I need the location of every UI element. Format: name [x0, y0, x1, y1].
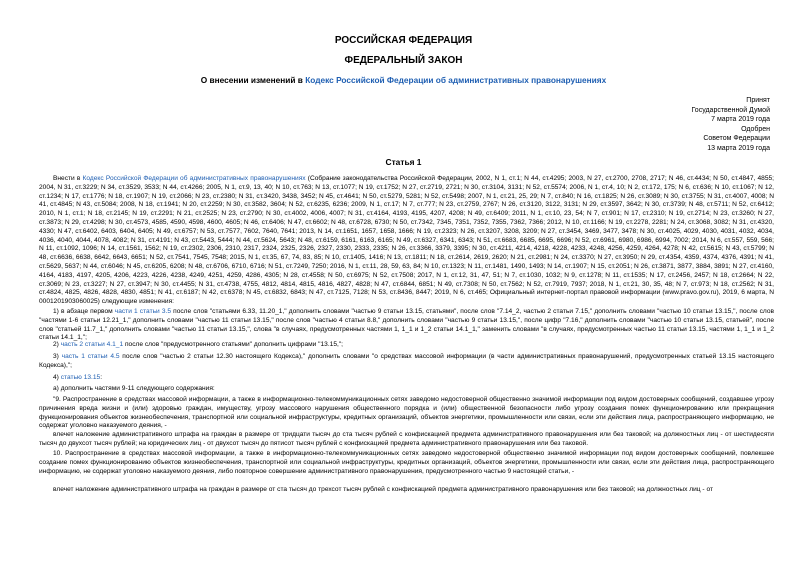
intro-prefix: Внести в: [53, 175, 83, 182]
amendment-2-prefix: 2): [53, 341, 61, 348]
codex-link[interactable]: Кодекс Российской Федерации об административных правонарушениях: [305, 75, 607, 85]
new-part-10-penalty: влечет наложение административного штрафа на граждан в размере от ста тысяч до трехсот тысяч рублей с конфискацией предмета административного правонарушения или без таковой; на должностных лиц - от: [53, 486, 713, 493]
adoption-line: Советом Федерации: [703, 135, 770, 143]
law-title: [0, 75, 807, 85]
new-part-9-penalty: влечет наложение административного штрафа на граждан в размере от тридцати тысяч до ста тысяч рублей с конфискацией предмета административного правонарушения или без таковой; на должностных лиц - от шестидесяти тысяч до двухсот тысяч рублей; на юридических лиц - от двухсот тысяч до пятисот тысяч рублей с конфискацией предмета административного правонарушения или без таковой.: [39, 431, 774, 447]
article-13-15-link[interactable]: статью 13.15: [60, 374, 101, 381]
amendment-4: [39, 374, 774, 383]
country-heading: РОССИЙСКАЯ ФЕДЕРАЦИЯ: [334, 35, 473, 46]
adoption-line: Государственной Думой: [691, 106, 770, 114]
amendment-2: [39, 341, 774, 350]
amendment-1-text: после слов "статьями 6.33, 11.20_1," дополнить словами "частью 9 статьи 13.15, статьями", после слов "7.14_2, частью 2 статьи 7.15," дополнить словами "частью 10 статьи 13.15,", после слов "частями 1-6 статьи 12.21_1," дополнить словами "частью 11 статьи 13.15," после слов "частью 4 статьи 8.8," дополнить словами "частью 9 статьи 13.15,", после цифр "7.16," дополнить словами "частью 10 статьи 13.15, статьей", после слов "статьей 11.7_1," дополнить словами "частью 11 статьи 13.15,", слова "в случаях, предусмотренных частями 1, 1_1 и 1_2 статьи 14.1_1," заменить словами "в случаях, предусмотренных частью 11 статьи 13.15, частями 1, 1_1 и 1_2 статьи 14.1_1,";: [39, 308, 775, 342]
amendment-4-prefix: 4): [53, 374, 61, 381]
adoption-line: Одобрен: [741, 125, 770, 133]
amendment-4-text: :: [100, 374, 103, 381]
article-4-1-1-link[interactable]: часть 2 статьи 4.1_1: [60, 341, 124, 348]
amendment-3-text: после слов "частью 2 статьи 12.30 настоящего Кодекса)," дополнить словами "о средствах массовой информации (в части административных правонарушений, предусмотренных статьей 13.15 настоящего Кодекса),";: [39, 353, 775, 369]
law-type-heading: ФЕДЕРАЛЬНЫЙ ЗАКОН: [344, 55, 463, 66]
amendment-1: [39, 308, 774, 343]
new-part-10: 10. Распространение в средствах массовой информации, а также в информационно-телекоммуникационных сетях заведомо недостоверной общественно значимой информации под видом достоверных сообщений, повлекшее создание помех функционированию объектов жизнеобеспечения, транспортной или социальной инфраструктуры, кредитных организаций, объектов энергетики, промышленности или связи, если эти действия лица, распространяющего информацию, не содержат уголовно наказуемого деяния, либо повторное совершение административного правонарушения, предусмотренного частью 9 настоящей статьи, -: [39, 450, 774, 475]
article-heading: Статья 1: [385, 157, 422, 167]
amendment-2-text: после слов "предусмотренного статьями" дополнить цифрами "13.15,";: [123, 341, 344, 348]
amendment-3-prefix: 3): [53, 353, 62, 360]
adoption-line: Принят: [746, 97, 770, 104]
amendment-4a: а) дополнить частями 9-11 следующего содержания:: [53, 385, 215, 392]
amendment-3: [39, 353, 774, 371]
intro-text: (Собрание законодательства Российской Федерации, 2002, N 1, ст.1; N 44, ст.4295; 2003, N 27, ст.2700, 2708, 2717; N 46, ст.4434; N 50, ст.4847, 4855; 2004, N 31, ст.3229; N 34, ст.3529, 3533; N 44, ст.4266; 2005, N 1, ст.9, 13, 40; N 10, ст.763; N 13, ст.1077; N 19, ст.1752; N 27, ст.2719, 2721; N 30, ст.3104, 3131; N 52, ст.5574; 2006, N 1, ст.4, 10; N 2, ст.172, 175; N 6, ст.636; N 10, ст.1067; N 12, ст.1234; N 17, ст.1776; N 18, ст.1907; N 19, ст.2066; N 23, ст.2380; N 31, ст.3420, 3438, 3452; N 45, ст.4641; N 50, ст.5279, 5281; N 52, ст.5498; 2007, N 1, ст.21, 25, 29; N 7, ст.840; N 16, ст.1825; N 26, ст.3089; N 30, ст.3755; N 31, ст.4007, 4008; N 41, ст.4845; N 43, ст.5084; 2008, N 18, ст.1941; N 20, ст.2259; N 30, ст.3582, 3604; N 52, ст.6235, 6236; 2009, N 1, ст.17; N 7, ст.777; N 23, ст.2759, 2767; N 26, ст.3120, 3122, 3131; N 29, ст.3597, 3642; N 30, ст.3739; N 48, ст.5711; N 52, ст.6412; 2010, N 1, ст.1; N 18, ст.2145; N 19, ст.2291; N 21, ст.2525; N 23, ст.2790; N 30, ст.4002, 4006, 4007; N 31, ст.4164, 4193, 4195, 4207, 4208; N 49, ст.6409; 2011, N 1, ст.10, 23, 54; N 7, ст.901; N 17, ст.2310; N 19, ст.2714; N 23, ст.3260; N 27, ст.3873; N 29, ст.4298; N 30, ст.4573, 4585, 4590, 4598, 4600, 4605; N 46, ст.6406; N 47, ст.6602; N 48, ст.6728, 6730; N 50, ст.7342, 7345, 7351, 7352, 7355, 7362, 7366; 2012, N 10, ст.1166; N 19, ст.2278, 2281; N 24, ст.3068, 3082; N 31, ст.4320, 4330; N 47, ст.6402, 6403, 6404, 6405; N 49, ст.6757; N 53, ст.7577, 7602, 7640, 7641; 2013, N 14, ст.1651, 1657, 1658, 1666; N 19, ст.2323; N 26, ст.3207, 3208, 3209; N 27, ст.3454, 3469, 3477, 3478; N 30, ст.4025, 4029, 4030, 4031, 4032, 4034, 4036, 4040, 4044, 4078, 4082; N 31, ст.4191; N 43, ст.5443, 5444; N 44, ст.5624, 5643; N 48, ст.6159, 6161, 6163, 6165; N 49, ст.6327, 6341, 6343; N 51, ст.6683, 6685, 6695, 6696; N 52, ст.6961, 6980, 6986, 6994, 7002; 2014, N 6, ст.557, 559, 566; N 11, ст.1092, 1096; N 14, ст.1561, 1562; N 19, ст.2302, 2306, 2310, 2317, 2324, 2325, 2326, 2327, 2330, 2333, 2335; N 26, ст.3366, 3379, 3395; N 30, ст.4211, 4214, 4218, 4228, 4233, 4248, 4256, 4259, 4264, 4278; N 42, ст.5615; N 43, ст.5799; N 48, ст.6636, 6638, 6642, 6643, 6651; N 52, ст.7541, 7545, 7548; 2015, N 1, ст.35, 67, 74, 83, 85; N 10, ст.1405, 1416; N 13, ст.1811; N 18, ст.2614, 2619, 2620; N 21, ст.2981; N 24, ст.3370; N 27, ст.3950; N 29, ст.4354, 4359, 4374, 4376, 4391; N 41, ст.5629, 5637; N 44, ст.6046; N 45, ст.6205, 6208; N 48, ст.6706, 6710, 6716; N 51, ст.7249, 7250; 2016, N 1, ст.11, 28, 59, 63, 84; N 10, ст.1323; N 11, ст.1481, 1490, 1493; N 14, ст.1907; N 15, ст.2051; N 26, ст.3871, 3877, 3884, 3891; N 27, ст.4160, 4164, 4183, 4197, 4205, 4206, 4223, 4226, 4238, 4249, 4251, 4259, 4286, 4305; N 28, ст.4558; N 50, ст.6975; N 52, ст.7508; 2017, N 1, ст.12, 31, 47, 51; N 7, ст.1030, 1032; N 9, ст.1278; N 11, ст.1535; N 17, ст.2456, 2457; N 18, ст.2664; N 22, ст.3069; N 23, ст.3227; N 27, ст.3947; N 30, ст.4455; N 31, ст.4738, 4755, 4812, 4814, 4815, 4816, 4827, 4828; N 47, ст.6844, 6851; N 49, ст.7308; N 50, ст.7562; N 52, ст.7919, 7937; 2018, N 1, ст.21, 30, 35, 48; N 7, ст.973; N 18, ст.2562; N 31, ст.4824, 4825, 4826, 4828, 4830, 4851; N 41, ст.6187; N 42, ст.6378; N 45, ст.6832, 6843; N 47, ст.7125, 7128; N 53, ст.8436, 8447; 2019, N 6, ст.465; Официальный интернет-портал правовой информации (www.pravo.gov.ru), 2019, 6 марта, N 0001201903060025) следующие изменения:: [39, 175, 774, 306]
intro-paragraph: [39, 175, 774, 307]
adoption-block: [650, 96, 770, 154]
article-3-5-link[interactable]: части 1 статьи 3.5: [114, 308, 172, 315]
amendment-1-prefix: 1) в абзаце первом: [53, 308, 115, 315]
intro-codex-link[interactable]: Кодекс Российской Федерации об административных правонарушениях: [82, 175, 306, 182]
adoption-line: 7 марта 2019 года: [711, 116, 770, 124]
adoption-line: 13 марта 2019 года: [707, 144, 770, 152]
article-4-5-link[interactable]: часть 1 статьи 4.5: [61, 353, 120, 360]
law-title-prefix: О внесении изменений в: [200, 75, 306, 85]
new-part-9: "9. Распространение в средствах массовой информации, а также в информационно-телекоммуникационных сетях заведомо недостоверной общественно значимой информации под видом достоверных сообщений, создавшее угрозу причинения вреда жизни и (или) здоровью граждан, имуществу, угрозу массового нарушения общественного порядка и (или) общественной безопасности либо угрозу создания помех функционированию или прекращения функционирования объектов жизнеобеспечения, транспортной или социальной инфраструктуры, кредитных организаций, объектов энергетики, промышленности или связи, если эти действия лица, распространяющего информацию, не содержат уголовно наказуемого деяния, -: [39, 396, 774, 430]
